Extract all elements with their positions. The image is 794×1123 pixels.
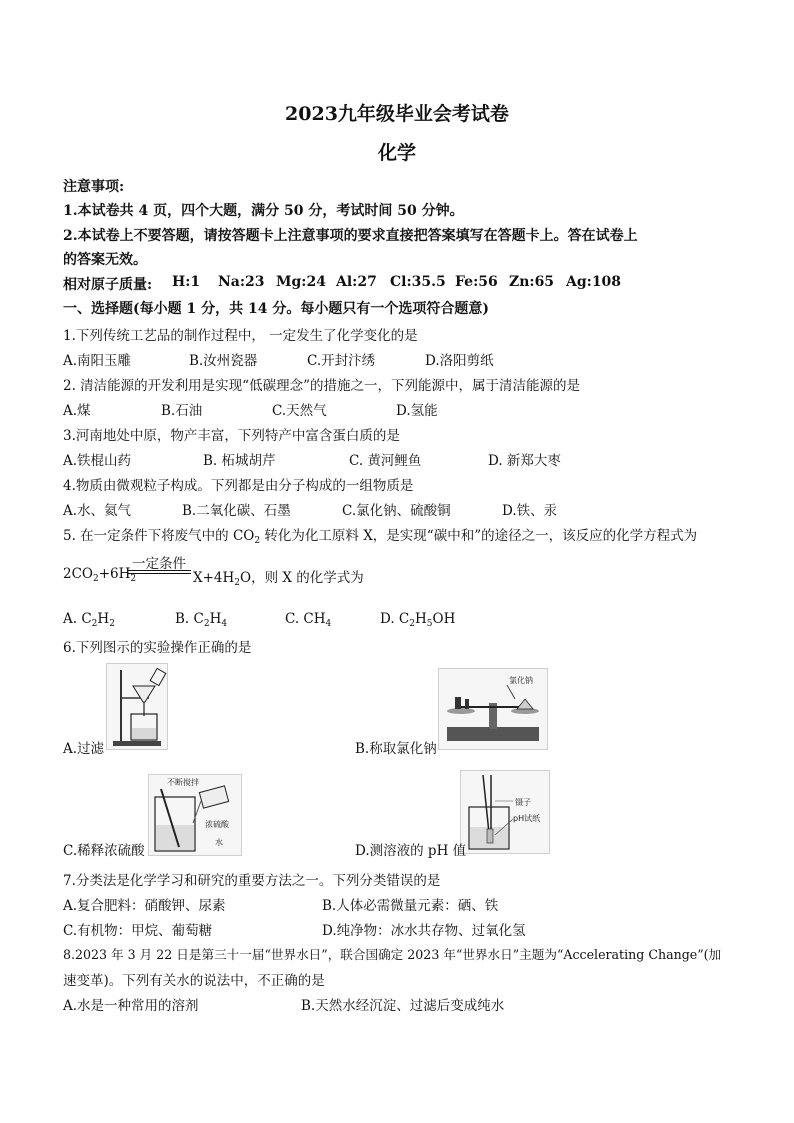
dilution-figure xyxy=(148,774,242,856)
q1-option-d: D.洛阳剪纸 xyxy=(425,353,494,369)
q6-option-a: A.过滤 xyxy=(63,741,105,757)
atomic-mass-h: H:1 xyxy=(172,274,201,290)
q2-option-b: B.石油 xyxy=(161,403,203,419)
q6-option-d: D.测溶液的 pH 值 xyxy=(355,843,467,859)
filtration-figure xyxy=(106,663,168,750)
q5-equation-right: $X+4H_2O$，则 X 的化学式为 xyxy=(193,570,364,588)
q5-stem: 5. 在一定条件下将废气中的 $CO_2$ 转化为化工原料 X，是实现“碳中和”的途径之一，该反应的化学方程式为 xyxy=(63,528,698,546)
notes-heading: 注意事项: xyxy=(63,179,125,195)
q5-equation-left: $2CO_2+6H_2$ xyxy=(63,566,137,584)
q8-stem-line-2: 速变革)。下列有关水的说法中，不正确的是 xyxy=(63,973,325,989)
q4-option-a: A.水、氦气 xyxy=(63,503,132,519)
q6-option-b: B.称取氯化钠 xyxy=(355,741,437,757)
filtration-illustration xyxy=(107,664,167,749)
q7-option-b: B.人体必需微量元素：硒、铁 xyxy=(322,898,499,914)
q2-option-c: C.天然气 xyxy=(272,403,327,419)
atomic-mass-ag: Ag:108 xyxy=(566,274,622,290)
q6-stem: 6.下列图示的实验操作正确的是 xyxy=(63,640,252,656)
ph-paper-label: pH试纸 xyxy=(513,814,541,823)
q5-reaction-condition: 一定条件 xyxy=(132,556,186,572)
q1-option-a: A.南阳玉雕 xyxy=(63,353,132,369)
tweezers-label: 镊子 xyxy=(515,798,531,807)
q3-stem: 3.河南地处中原，物产丰富，下列特产中富含蛋白质的是 xyxy=(63,428,400,444)
q7-option-c: C.有机物：甲烷、葡萄糖 xyxy=(63,923,213,939)
q7-option-d: D.纯净物：冰水共存物、过氧化氢 xyxy=(322,923,526,939)
balance-illustration xyxy=(439,669,547,749)
q5-option-b: B. $C_2H_4$ xyxy=(175,611,228,629)
sodium-chloride-label: 氯化钠 xyxy=(509,676,533,685)
notes-line-1: 1.本试卷共 4 页，四个大题，满分 50 分，考试时间 50 分钟。 xyxy=(63,203,464,219)
exam-title: 2023九年级毕业会考试卷 xyxy=(285,103,509,125)
stir-label: 不断搅拌 xyxy=(167,778,199,787)
q7-option-a: A.复合肥料：硝酸钾、尿素 xyxy=(63,898,226,914)
subject-title: 化学 xyxy=(377,142,416,164)
q4-option-c: C.氯化钠、硫酸铜 xyxy=(342,503,451,519)
q5-option-c: C. $CH_4$ xyxy=(285,611,332,629)
atomic-mass-al: Al:27 xyxy=(336,274,377,290)
q7-stem: 7.分类法是化学学习和研究的重要方法之一。下列分类错误的是 xyxy=(63,873,441,889)
q3-option-c: C. 黄河鲤鱼 xyxy=(349,453,422,469)
q4-stem: 4.物质由微观粒子构成。下列都是由分子构成的一组物质是 xyxy=(63,478,414,494)
atomic-mass-mg: Mg:24 xyxy=(276,274,326,290)
q3-option-d: D. 新郑大枣 xyxy=(488,453,561,469)
q5-option-d: D. $C_2H_5OH$ xyxy=(380,611,456,629)
q8-stem-line-1: 8.2023 年 3 月 22 日是第三十一届“世界水日”，联合国确定 2023 年“世界水日”主题为“Accelerating Change”(加 xyxy=(63,947,722,962)
q2-option-a: A.煤 xyxy=(63,403,91,419)
q1-option-b: B.汝州瓷器 xyxy=(189,353,258,369)
atomic-mass-fe: Fe:56 xyxy=(455,274,498,290)
q2-option-d: D.氢能 xyxy=(396,403,438,419)
q3-option-b: B. 柘城胡芹 xyxy=(203,453,276,469)
atomic-mass-cl: Cl:35.5 xyxy=(390,274,446,290)
notes-line-2b: 的答案无效。 xyxy=(63,252,147,268)
balance-figure xyxy=(438,668,548,750)
conc-acid-label: 浓硫酸 xyxy=(205,820,229,829)
dilution-illustration xyxy=(149,775,241,855)
q2-stem: 2. 清洁能源的开发利用是实现“低碳理念”的措施之一，下列能源中，属于清洁能源的是 xyxy=(63,378,580,394)
section-1-title: 一、选择题(每小题 1 分，共 14 分。每小题只有一个选项符合题意) xyxy=(63,301,489,317)
ph-test-illustration xyxy=(461,771,549,853)
atomic-mass-label: 相对原子质量: xyxy=(63,277,153,293)
atomic-mass-zn: Zn:65 xyxy=(509,274,555,290)
atomic-mass-na: Na:23 xyxy=(218,274,265,290)
q1-stem: 1.下列传统工艺品的制作过程中， 一定发生了化学变化的是 xyxy=(63,328,418,344)
q1-option-c: C.开封汴绣 xyxy=(307,353,376,369)
q8-option-a: A.水是一种常用的溶剂 xyxy=(63,998,199,1014)
q8-option-b: B.天然水经沉淀、过滤后变成纯水 xyxy=(301,998,505,1014)
q4-option-d: D.铁、汞 xyxy=(502,503,558,519)
water-label: 水 xyxy=(215,838,223,847)
ph-test-figure xyxy=(460,770,550,854)
q6-option-c: C.稀释浓硫酸 xyxy=(63,843,145,859)
q5-equals-sign xyxy=(127,570,191,574)
q4-option-b: B.二氧化碳、石墨 xyxy=(182,503,291,519)
notes-line-2a: 2.本试卷上不要答题，请按答题卡上注意事项的要求直接把答案填写在答题卡上。答在试卷上 xyxy=(63,228,638,244)
q5-option-a: A. $C_2H_2$ xyxy=(63,611,115,629)
q3-option-a: A.铁棍山药 xyxy=(63,453,132,469)
